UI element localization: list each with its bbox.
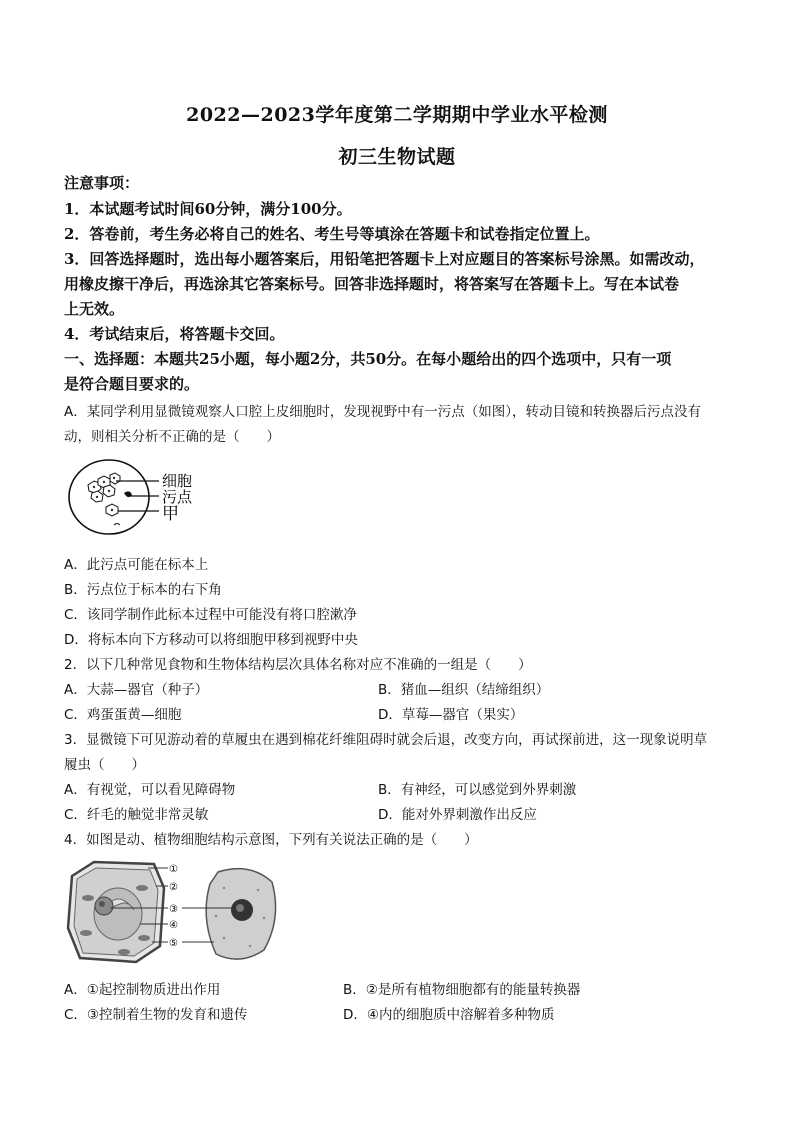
exam-title: 2022—2023学年度第二学期期中学业水平检测 xyxy=(186,104,608,126)
question-1-option: A．此污点可能在标本上 xyxy=(64,557,209,573)
notice-item: 上无效。 xyxy=(64,300,125,318)
question-4-stem: 4．如图是动、植物细胞结构示意图，下列有关说法正确的是（ ） xyxy=(64,832,478,848)
question-1-option: D．将标本向下方移动可以将细胞甲移到视野中央 xyxy=(64,632,358,648)
microscope-view-figure xyxy=(64,455,214,540)
figure-label-5: ⑤ xyxy=(169,938,178,949)
question-1-option: C．该同学制作此标本过程中可能没有将口腔漱净 xyxy=(64,607,357,623)
figure-label-cell: 细胞 xyxy=(162,472,193,490)
figure-label-1: ① xyxy=(169,864,178,875)
notice-item: 2．答卷前，考生务必将自己的姓名、考生号等填涂在答题卡和试卷指定位置上。 xyxy=(64,225,600,243)
question-1-stem: A．某同学利用显微镜观察人口腔上皮细胞时，发现视野中有一污点（如图），转动目镜和转换器后污点没有 xyxy=(64,404,701,420)
figure-label-4: ④ xyxy=(169,920,178,931)
question-2-option: B．猪血—组织（结缔组织） xyxy=(378,682,550,698)
question-1-stem: 动，则相关分析不正确的是（ ） xyxy=(64,429,280,445)
section-heading: 是符合题目要求的。 xyxy=(64,375,200,393)
question-2-option: A．大蒜—器官（种子） xyxy=(64,682,209,698)
question-3-option: B．有神经，可以感觉到外界刺激 xyxy=(378,782,577,798)
notice-item: 4．考试结束后，将答题卡交回。 xyxy=(64,325,285,343)
question-2-stem: 2．以下几种常见食物和生物体结构层次具体名称对应不准确的一组是（ ） xyxy=(64,657,532,673)
question-3-option: D．能对外界刺激作出反应 xyxy=(378,807,537,823)
notice-heading: 注意事项： xyxy=(64,174,140,192)
figure-label-2: ② xyxy=(169,882,178,893)
question-2-option: C．鸡蛋蛋黄—细胞 xyxy=(64,707,182,723)
question-4-option: A．①起控制物质进出作用 xyxy=(64,982,221,998)
question-3-stem: 履虫（ ） xyxy=(64,757,145,773)
question-2-option: D．草莓—器官（果实） xyxy=(378,707,524,723)
figure-label-jia: 甲 xyxy=(162,504,179,524)
cell-structure-figure xyxy=(64,858,284,968)
question-4-option: D．④内的细胞质中溶解着多种物质 xyxy=(343,1007,555,1023)
notice-item: 1．本试题考试时间60分钟，满分100分。 xyxy=(64,200,352,218)
notice-item: 3．回答选择题时，选出每小题答案后，用铅笔把答题卡上对应题目的答案标号涂黑。如需改动， xyxy=(64,250,705,268)
notice-item: 用橡皮擦干净后，再选涂其它答案标号。回答非选择题时，将答案写在答题卡上。写在本试卷 xyxy=(64,275,680,293)
question-3-stem: 3．显微镜下可见游动着的草履虫在遇到棉花纤维阻碍时就会后退，改变方向，再试探前进，这一现象说明草 xyxy=(64,732,708,748)
exam-subtitle: 初三生物试题 xyxy=(338,146,456,168)
question-4-option: B．②是所有植物细胞都有的能量转换器 xyxy=(343,982,581,998)
question-1-option: B．污点位于标本的右下角 xyxy=(64,582,222,598)
figure-label-3: ③ xyxy=(169,904,178,915)
question-3-option: A．有视觉，可以看见障碍物 xyxy=(64,782,236,798)
section-heading: 一、选择题：本题共25小题，每小题2分，共50分。在每小题给出的四个选项中，只有一项 xyxy=(64,350,672,368)
question-4-option: C．③控制着生物的发育和遗传 xyxy=(64,1007,248,1023)
figure-label-spot: 污点 xyxy=(162,488,193,506)
question-3-option: C．纤毛的触觉非常灵敏 xyxy=(64,807,209,823)
